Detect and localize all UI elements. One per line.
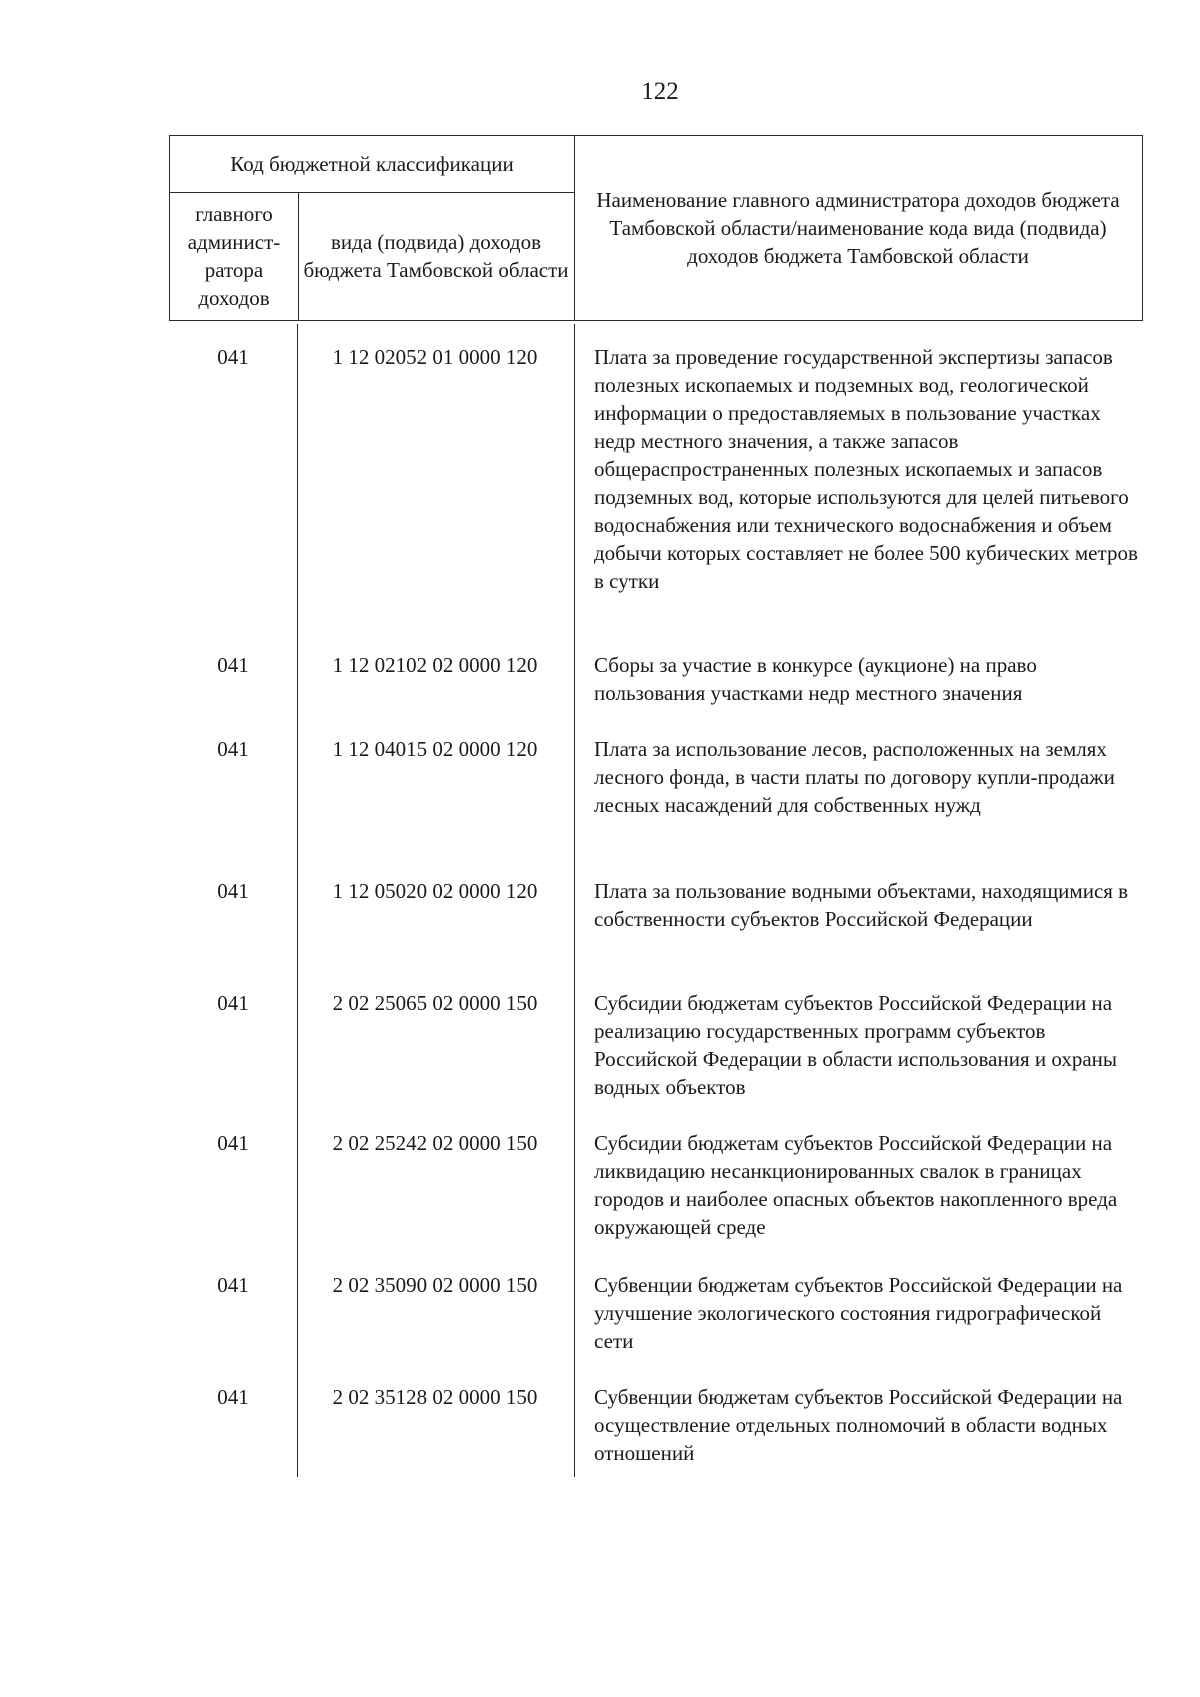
row-admin-code: 041 bbox=[217, 345, 249, 369]
row-income-code: 1 12 02102 02 0000 120 bbox=[332, 653, 538, 677]
row-admin-code: 041 bbox=[217, 879, 249, 903]
row-admin-code: 041 bbox=[217, 991, 249, 1015]
row-name: Плата за проведение государственной экспертизы запасов полезных ископаемых и подземных вод, геологической информации о предоставляемых в пользование участках недр местного значения, а также запасов общераспространенных полезных ископаемых и запасов подземных вод, которые используются для целей питьевого водоснабжения или технического водоснабжения и объем добычи которых составляет не более 500 кубических метров в сутки bbox=[594, 345, 1138, 593]
row-income-code: 1 12 04015 02 0000 120 bbox=[332, 737, 538, 761]
row-admin-code: 041 bbox=[217, 1131, 249, 1155]
row-income-code: 2 02 25065 02 0000 150 bbox=[332, 991, 538, 1015]
row-name: Субсидии бюджетам субъектов Российской Федерации на реализацию государственных программ субъектов Российской Федерации в области использования и охраны водных объектов bbox=[594, 991, 1118, 1099]
row-name: Плата за использование лесов, расположенных на землях лесного фонда, в части платы по договору купли-продажи лесных насаждений для собственных нужд bbox=[594, 737, 1115, 817]
row-name: Субвенции бюджетам субъектов Российской Федерации на осуществление отдельных полномочий в области водных отношений bbox=[594, 1385, 1123, 1465]
row-income-code: 2 02 35090 02 0000 150 bbox=[332, 1273, 538, 1297]
header-type-column: вида (подвида) доходов бюджета Тамбовской области bbox=[303, 230, 569, 282]
table-header bbox=[169, 135, 1143, 321]
row-name: Субвенции бюджетам субъектов Российской Федерации на улучшение экологического состояния гидрографической сети bbox=[594, 1273, 1123, 1353]
header-code-title: Код бюджетной классификации bbox=[230, 152, 514, 176]
row-name: Субсидии бюджетам субъектов Российской Федерации на ликвидацию несанкционированных свалок в границах городов и наиболее опасных объектов накопленного вреда окружающей среде bbox=[594, 1131, 1118, 1239]
row-admin-code: 041 bbox=[217, 653, 249, 677]
row-income-code: 1 12 05020 02 0000 120 bbox=[332, 879, 538, 903]
row-income-code: 2 02 35128 02 0000 150 bbox=[332, 1385, 538, 1409]
row-name: Плата за пользование водными объектами, находящимися в собственности субъектов Российской Федерации bbox=[594, 879, 1129, 931]
row-admin-code: 041 bbox=[217, 1385, 249, 1409]
header-name-column: Наименование главного администратора доходов бюджета Тамбовской области/наименование кода вида (подвида) доходов бюджета Тамбовской области bbox=[596, 188, 1120, 268]
header-admin-column: главного админист-ратора доходов bbox=[187, 202, 281, 310]
page-number: 122 bbox=[641, 78, 679, 105]
row-name: Сборы за участие в конкурсе (аукционе) на право пользования участками недр местного значения bbox=[594, 653, 1037, 705]
row-income-code: 1 12 02052 01 0000 120 bbox=[332, 345, 538, 369]
row-income-code: 2 02 25242 02 0000 150 bbox=[332, 1131, 538, 1155]
row-admin-code: 041 bbox=[217, 1273, 249, 1297]
row-admin-code: 041 bbox=[217, 737, 249, 761]
column-divider bbox=[574, 324, 575, 1477]
